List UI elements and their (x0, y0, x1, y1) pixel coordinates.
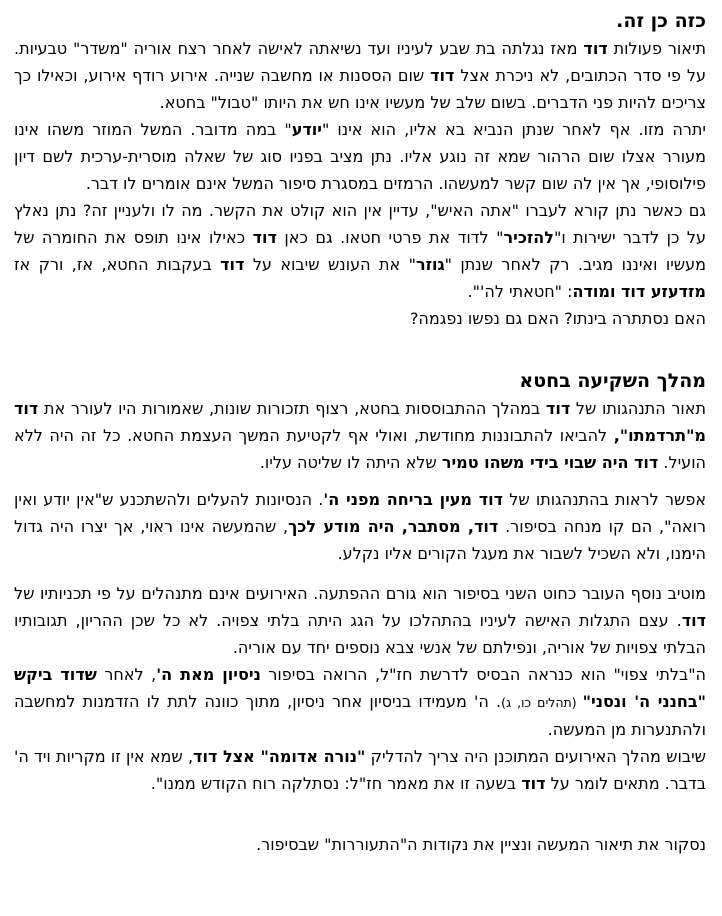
text-run-bold: דוד היה שבוי בידי משהו טמיר (441, 453, 659, 472)
text-run-normal: תאור התנהגותו של (570, 399, 706, 418)
text-run-normal: מאז נגלתה בת שבע לעיניו ועד נשיאתה לאישה לאחר רצח אוריה "משדר" טבעיות. על פי סדר הכתובים, לא ניכרת אצל (14, 39, 707, 85)
text-run-normal: במהלך ההתבוססות בחטא, רצוף תזכורות שונות, שאמורות היו לעורר את (38, 399, 546, 418)
paragraph-5 (14, 395, 706, 476)
text-run-normal: , לאחר (96, 665, 157, 684)
paragraph-2 (14, 116, 706, 197)
text-run-normal: נסקור את תיאור המעשה ונציין את נקודות ה"התעוררות" שבסיפור. (256, 835, 706, 854)
text-run-normal: ה"בלתי צפוי" הוא כנראה הבסיס לדרשת חז"ל, הרואה בסיפור (260, 665, 706, 684)
text-run-normal: האם נסתתרה בינתו? האם גם נפשו נפגמה? (409, 309, 706, 328)
text-run-normal: גם כאשר נתן קורא לעברו "אתה האיש", עדיין אין הוא קולט את הקשר. מה לו ולעניין זה? נתן נאלץ על כן לדבר ישירות ו" (14, 201, 707, 247)
text-run-normal: " לדוד את פרטי חטאו. גם כאן (276, 228, 504, 247)
paragraph-9 (14, 743, 706, 797)
text-run-bold: "נורה אדומה" אצל דוד (193, 747, 366, 766)
text-run-normal: , שמא אין זו מקריות ויד ה' בדבר. מתאים לומר על (14, 747, 706, 793)
text-run-bold: דוד (430, 66, 455, 85)
text-run-normal: . ה' מעמידו בניסיון אחר ניסיון, מתוך כוונה לתת לו הזדמנות למחשבה ולהתנערות מן המעשה. (14, 692, 706, 739)
text-run-bold: דוד (583, 39, 608, 58)
text-run-bold: מהלך השקיעה בחטא (519, 370, 706, 392)
text-run-bold: דוד מ"תרדמתו", (14, 399, 706, 445)
text-run-normal: להביאו להתבוננות מחודשת, ואולי אף לקטיעת המשך העצמת החטא. כל זה היה ללא הועיל. (14, 426, 706, 472)
paragraph-10 (14, 831, 706, 858)
text-run-normal: . עצם התגלות האישה לעיניו בהתהלכו על הגג היתה בלתי צפויה. לא כל שכן ההריון, תגובותיו הבלתי צפויות של אוריה, ונפילתם של אנשי צבא נוספים יחד עם אוריה. (14, 611, 706, 657)
text-run-normal: שלא היתה לו שליטה עליו. (259, 453, 442, 472)
text-run-bold: שדוד ביקש "בחנני ה' ונסני" (14, 665, 707, 711)
text-run-bold: גוזר (415, 255, 445, 274)
text-run-bold: להזכיר (503, 228, 554, 247)
text-run-normal: שום הססנות או מחשבה שנייה. אירוע רודף אירוע, וכאילו כך צריכים להיות פני הדברים. בשום שלב של מעשיו אינו חש את היותו "טבול" בחטא. (14, 66, 706, 112)
paragraph-7 (14, 580, 706, 661)
text-run-normal: : "חטאתי לה'". (467, 282, 573, 301)
text-run-small: (תהלים כו, ג) (501, 695, 583, 710)
text-run-bold: דוד מעין בריחה מפני ה' (323, 490, 504, 509)
text-run-normal: " במה מדובר. המשל המוזר משהו אינו מעורר אצלו שום הרהור שמא זה נוגע אליו. נתן מציב בפניו סוג של שאלה מוסרית-ערכית לשם דיון פילוסופי, אך אין לה שום קשר למעשהו. הרמזים במסגרת סיפור המשל אינם אומרים לו דבר. (14, 120, 706, 193)
text-run-bold: דוד (220, 255, 245, 274)
text-run-bold: דוד (252, 228, 277, 247)
text-run-bold: דוד (521, 774, 546, 793)
text-run-normal: מוטיב נוסף העובר כחוט השני בסיפור הוא גורם ההפתעה. האירועים אינם מתנהלים על פי תכניותיו של (14, 584, 706, 603)
paragraph-3 (14, 197, 706, 305)
section-title-2 (14, 368, 706, 395)
text-run-bold: דוד (681, 611, 706, 630)
text-run-normal: תיאור פעולות (607, 39, 706, 58)
paragraph-4 (14, 305, 706, 332)
text-run-normal: בעקבות החטא, אז, ורק אז (14, 255, 221, 274)
text-run-bold: ניסיון מאת ה' (156, 665, 261, 684)
text-run-normal: יתרה מזו. אף לאחר שנתן הנביא בא אליו, הוא אינו " (322, 120, 706, 139)
text-run-bold: יודע (291, 120, 322, 139)
text-run-normal: " את העונש שיבוא על (244, 255, 416, 274)
paragraph-8 (14, 661, 706, 743)
text-run-bold: דוד, מסתבר, היה מודע לכך (288, 517, 499, 536)
text-run-bold: מזדעזע דוד ומודה (572, 282, 706, 301)
paragraph-1 (14, 35, 706, 116)
text-run-normal: בשעה זו את מאמר חז"ל: נסתלקה רוח הקודש ממנו". (150, 774, 522, 793)
text-run-normal: . הנסיונות להעלים ולהשתכנע ש"אין יודע ואין רואה", הם קו מנחה בסיפור. (14, 490, 707, 536)
paragraph-6 (14, 486, 706, 567)
text-run-normal: כאילו אינו תופס את החומרה של מעשיו ואיננו מגיב. רק לאחר שנתן " (14, 228, 707, 274)
text-run-normal: שיבוש מהלך האירועים המתוכנן היה צריך להדליק (365, 747, 707, 766)
text-run-normal: , שהמעשה אינו ראוי, אך יצרו היה גדול הימנו, ולא השכיל לשבור את מעגל הקורים אליו נקלע. (14, 517, 706, 563)
text-run-bold: כזה כן זה. (616, 10, 706, 32)
section-title-1 (14, 8, 706, 35)
text-run-bold: דוד (545, 399, 571, 418)
text-run-normal: אפשר לראות בהתנהגותו של (503, 490, 707, 509)
